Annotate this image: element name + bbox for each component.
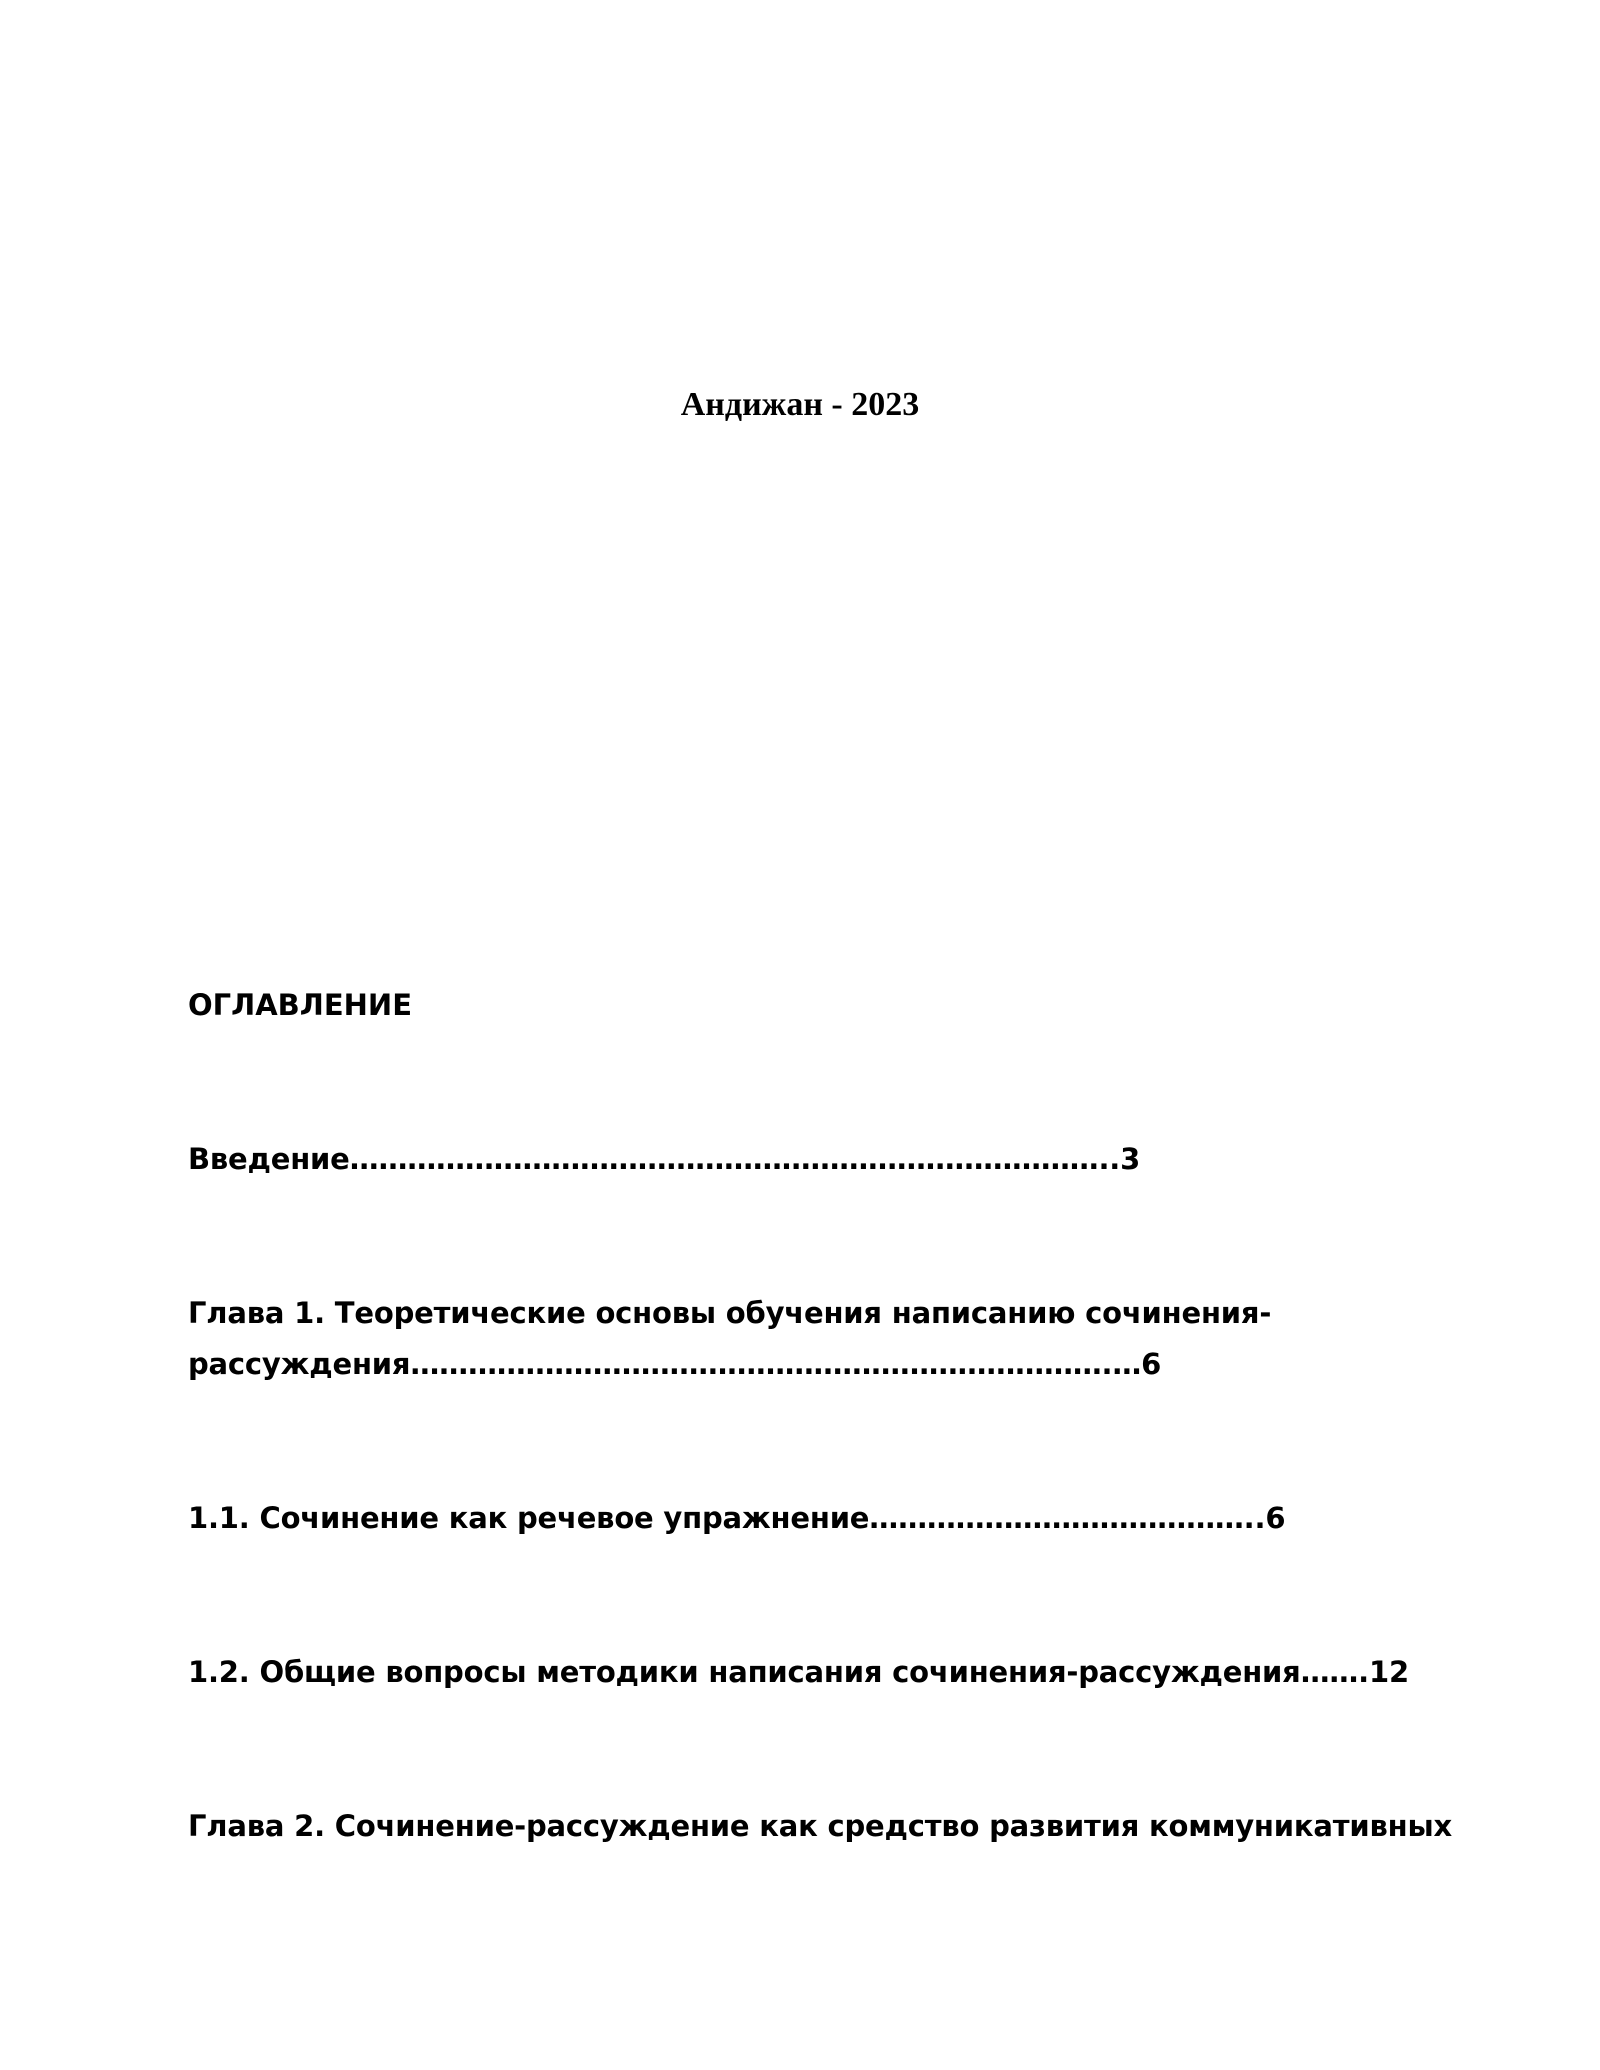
toc-entry-line: Глава 2. Сочинение-рассуждение как средство развития коммуникативных [188, 1809, 1452, 1843]
toc-entry-section-1-1 [188, 1493, 1448, 1544]
toc-entry-section-1-2 [188, 1647, 1448, 1698]
city-year-line: Андижан - 2023 [680, 386, 920, 423]
toc-entry-chapter-2 [188, 1801, 1452, 1852]
toc-entry-line: 1.2. Общие вопросы методики написания сочинения-рассуждения…….12 [188, 1655, 1409, 1689]
toc-entry-line: рассуждения……………………………………………………………….…6 [188, 1347, 1162, 1381]
toc-entry-line: Глава 1. Теоретические основы обучения написанию сочинения- [188, 1296, 1272, 1330]
table-of-contents [188, 980, 1452, 1955]
toc-heading: ОГЛАВЛЕНИЕ [188, 988, 413, 1022]
toc-entry-introduction [188, 1134, 1448, 1185]
toc-entry-line: Введение……………………………………………………………………..3 [188, 1142, 1141, 1176]
toc-entry-line: 1.1. Сочинение как речевое упражнение…………………………………..6 [188, 1501, 1286, 1535]
toc-entry-chapter-1 [188, 1288, 1448, 1390]
